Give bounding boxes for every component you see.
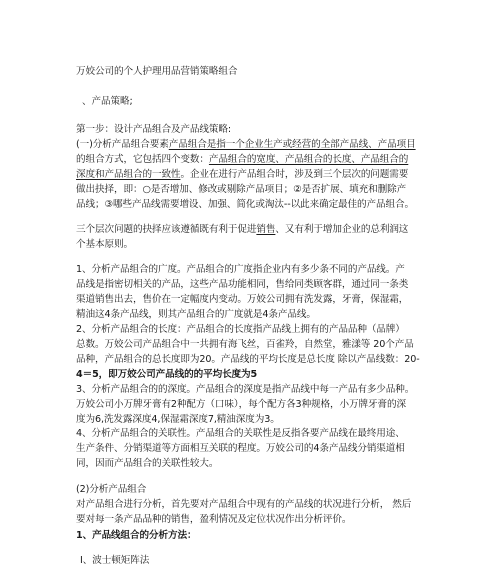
text-line: [76, 237, 133, 252]
text-segment: 3、分析产品组合的的深度。产品组合的深度是指产品线中每一产品有多少品种。: [76, 384, 415, 395]
text-line: [76, 292, 408, 307]
text-segment: 个基本原则。: [76, 239, 133, 250]
text-line: [76, 456, 218, 471]
text-segment: 产品组合的宽度、产品组合的长度、产品组合的: [208, 154, 409, 165]
section-heading-product-strategy: 、产品策略;: [82, 96, 133, 107]
boston-matrix-heading: I、波士顿矩阵法: [80, 555, 150, 566]
text-segment: 深度和产品组合的一致性: [76, 169, 181, 180]
text-segment: 、又有利于增加企业的总利润这: [275, 224, 409, 235]
text-segment: 品线；③哪些产品线需要增设、加强、简化或淘汰--以此来确定最佳的产品组合。: [76, 199, 415, 210]
text-line: [76, 197, 414, 212]
analysis-heading: (2)分析产品组合: [76, 484, 147, 495]
text-line: [76, 262, 405, 277]
text-segment: 。企业在进行产品组合时，涉及到三个层次的问题需要: [180, 169, 409, 180]
text-line: [76, 222, 408, 237]
text-line: [76, 277, 408, 292]
text-segment: 2、分析产品组合的长度：产品组合的长度指产品线上拥有的产品品种（品牌）: [76, 324, 405, 335]
text-segment: 度为6,洗发露深度4,保湿霜深度7,精油深度为3。: [76, 414, 280, 425]
text-segment: 1、分析产品组合的广度。产品组合的广度指企业内有多少条不同的产品线。产: [76, 264, 405, 275]
text-segment: 总数。万姣公司产品组合中一共拥有海飞丝，百雀羚，自然堂，雅漾等 20个产品: [76, 339, 414, 350]
text-line: [76, 152, 408, 167]
text-line: [76, 322, 405, 337]
text-segment: 对产品组合进行分析，首先要对产品组合中现有的产品线的状况进行分析， 然后: [76, 499, 412, 510]
text-line: [76, 382, 414, 397]
text-line: [76, 426, 405, 441]
text-segment: 同，因而产品组合的关联性较大。: [76, 458, 219, 469]
text-line: [76, 182, 406, 197]
document-title: 万姣公司的个人护理用品营销策略组合: [76, 66, 238, 77]
text-line: [76, 122, 231, 137]
text-line: [76, 512, 351, 527]
text-segment: 做出抉择，即：○是否增加、修改或剔除产品项目；②是否扩展、填充和删除产: [76, 184, 407, 195]
text-line: [76, 397, 406, 412]
text-line: [76, 412, 280, 427]
text-segment: 渠道销售出去，售价在一定幅度内变动。万姣公司拥有洗发露，牙膏，保湿霜，: [76, 294, 409, 305]
text-line: [76, 352, 420, 367]
text-segment: 产品组合是指一个企业生产或经营的全部产品线、产品项目: [168, 139, 416, 150]
text-line: [76, 441, 405, 456]
text-segment: 的组合方式，它包括四个变数：: [76, 154, 209, 165]
text-segment: 4＝5，即万姣公司产品线的的平均长度为5: [76, 369, 258, 380]
text-line: [76, 307, 316, 322]
text-line: [76, 497, 411, 512]
text-segment: 要对每一条产品品种的销售，盈利情况及定位状况作出分析评价。: [76, 514, 352, 525]
text-segment: 生产条件、分销渠道等方面相互关联的程度。万姣公司的4条产品线分销渠道相: [76, 443, 405, 454]
text-segment: 品线是指密切相关的产品，这些产品功能相同，售给同类顾客群，通过同一条类: [76, 279, 409, 290]
method-heading: 1、产品线组合的分析方法：: [76, 530, 197, 541]
text-segment: 销售: [256, 224, 276, 235]
text-segment: 4、分析产品组合的关联性。产品组合的关联性是反指各要产品线在最终用途、: [76, 428, 405, 439]
text-line: [76, 167, 408, 182]
text-segment: 万姣公司小万牌牙膏有2种配方（口味），每个配方各3种规格，小万牌牙膏的深: [76, 399, 406, 410]
text-line: [76, 137, 416, 152]
text-segment: (一)分析产品组合要素: [76, 139, 169, 150]
text-segment: 三个层次问题的抉择应该遵循既有利于促进: [76, 224, 257, 235]
text-line: [76, 367, 257, 382]
text-segment: 精油这4条产品线，则其产品组合的广度就是4条产品线。: [76, 309, 316, 320]
text-line: [76, 337, 414, 352]
text-segment: 第一步：设计产品组合及产品线策略:: [76, 124, 232, 135]
text-segment: 品种，产品组合的总长度即为20。产品线的平均长度是总长度 除以产品线数：20-: [76, 354, 420, 365]
